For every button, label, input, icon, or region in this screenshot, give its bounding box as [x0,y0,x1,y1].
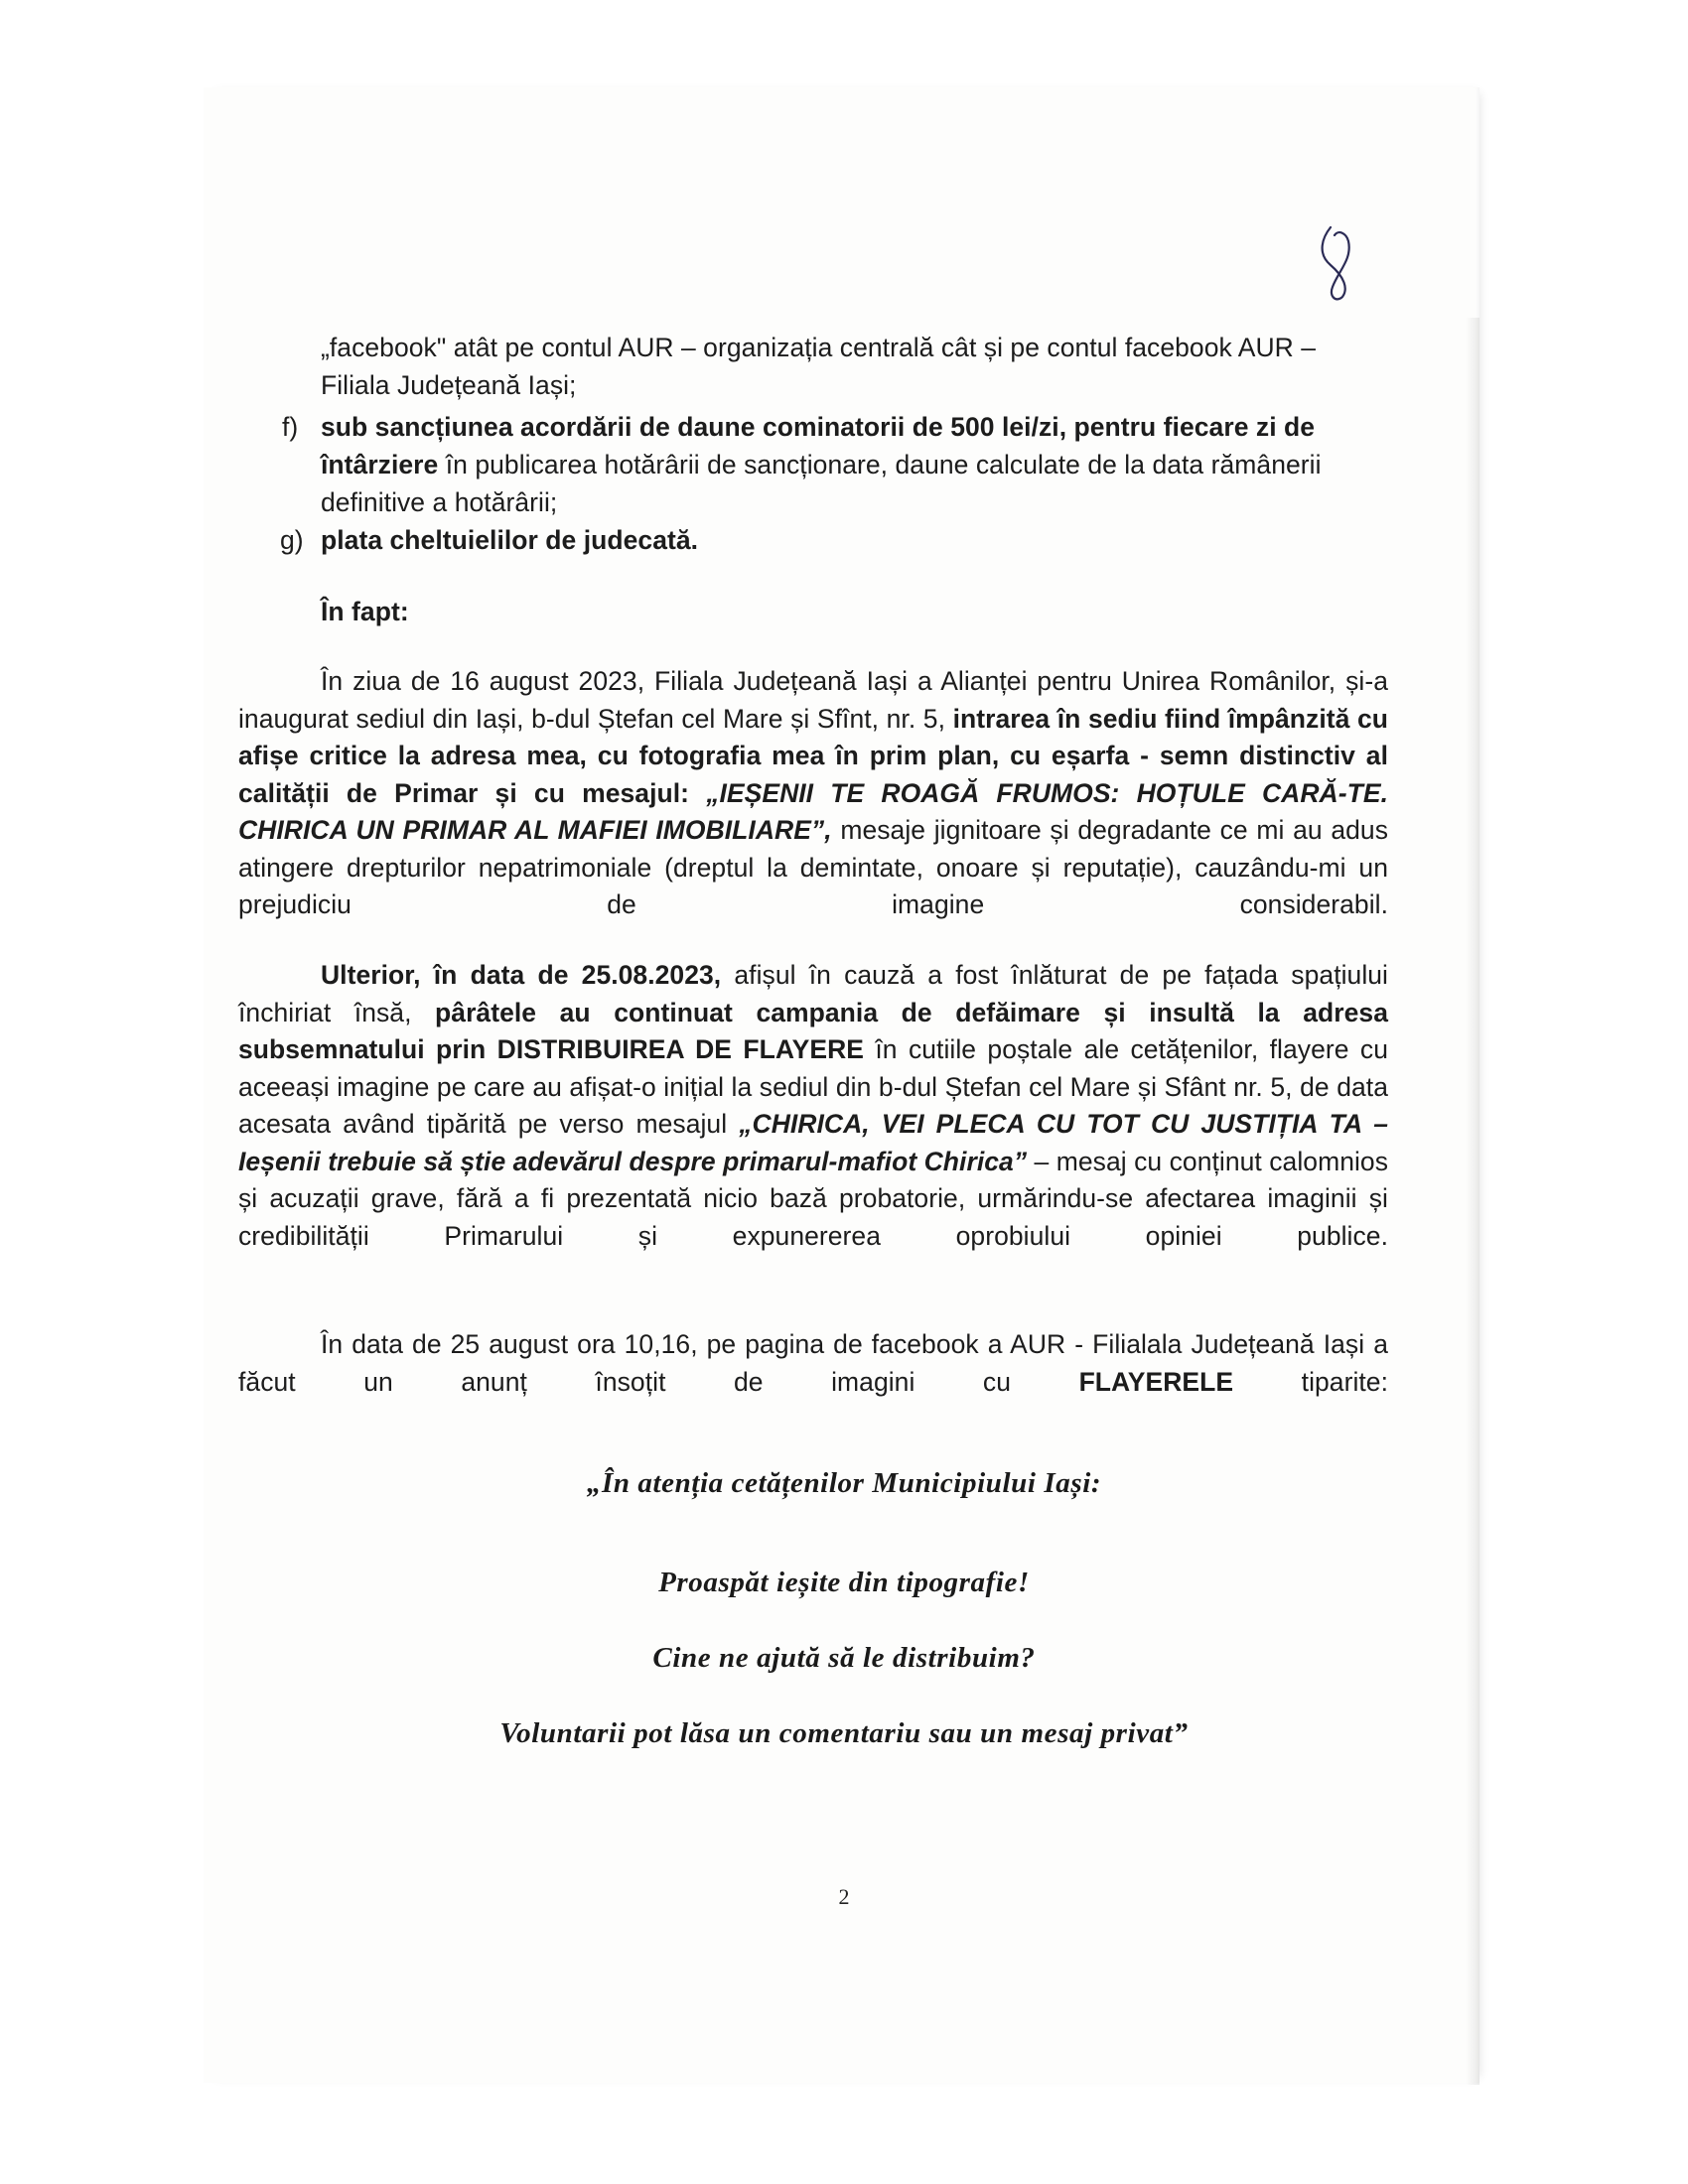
paragraph-3 [238,1326,1388,1438]
p2-text-b: afișul în cauză a fost înlăturat de pe fațada spațiului închiriat însă, [238,960,1388,1027]
p2-text-d: în cutiile poștale ale cetățenilor, [863,1034,1259,1064]
p1-text-a: În ziua de 16 august 2023, Filiala Județeană Iași a Alianței pentru Unirea Românilor, și-a inaugurat sediul din Iași, b-dul Ștefan cel Mare și Sfînt, nr. 5, [238,666,1388,734]
list-label-g: g) [280,525,304,555]
item-f-line-1 [321,409,1315,447]
p2-text-a: Ulterior, în data de 25.08.2023, [321,960,722,990]
continuation-line-2 [321,367,576,405]
p2-text-g: – mesaj cu conținut calomnios și acuzații grave, fără a fi prezentată nicio bază probatorie, urmărindu-se afectarea imaginii și credibilității Primarului și expunererea oprobiului opiniei publice. [238,1146,1389,1251]
page-edge-shadow [1466,318,1479,2085]
quote-line-3: Cine ne ajută să le distribuim? [652,1642,1036,1674]
quote-line-2: Proaspăt ieșite din tipografie! [658,1567,1030,1598]
handwritten-page-mark [1309,223,1368,303]
p2-quote: „CHIRICA, VEI PLECA CU TOT CU JUSTIȚIA TA – Ieșenii trebuie să știe adevărul despre primarul-mafiot Chirica” [238,1109,1388,1176]
paragraph-1 [238,663,1388,961]
continuation-text-1: „facebook" atât pe contul AUR – organizația centrală cât și pe contul facebook AUR – [321,333,1317,362]
quote-line-1: „În atenția cetățenilor Municipiului Iași: [586,1467,1102,1499]
p3-text-a: În data de 25 august ora 10,16, pe pagina de facebook a AUR - Filialala Județeană Iași a făcut un anunț însoțit de imagini cu [238,1329,1388,1397]
p3-text-c: tiparite: [1233,1366,1389,1397]
item-f-line-2 [321,447,1322,484]
item-f-text-3: definitive a hotărârii; [321,487,558,517]
continuation-line-1 [321,330,1316,367]
p1-quote: „IEȘENII TE ROAGĂ FRUMOS: HOȚULE CARĂ-TE. CHIRICA UN PRIMAR AL MAFIEI IMOBILIARE”, [238,777,1388,845]
heading-in-fapt: În fapt: [321,597,409,626]
quote-line-4: Voluntarii pot lăsa un comentariu sau un mesaj privat” [499,1717,1189,1749]
item-g-text: plata cheltuielilor de judecată. [321,525,699,555]
item-f-text-2: în publicarea hotărârii de sancționare, daune calculate de la data rămânerii [438,450,1322,479]
item-f-text-2-bold: întârziere [321,450,439,479]
item-g-line [321,522,698,560]
page-number: 2 [838,1884,850,1909]
p2-text-c: pârâtele au continuat campania de defăimare și insultă la adresa subsemnatului prin DISTRIBUIREA DE FLAYERE [238,997,1388,1064]
item-f-text-1: sub sancțiunea acordării de daune cominatorii de 500 lei/zi, pentru fiecare zi de [321,412,1316,442]
p1-text-d: mesaje jignitoare și degradante ce mi au adus atingere drepturilor nepatrimoniale (dreptul la demintate, onoare și reputație), cauzându-mi un prejudiciu de imagine considerabil. [238,815,1388,919]
continuation-text-2: Filiala Județeană Iași; [321,370,577,400]
p3-text-b: FLAYERELE [1078,1366,1234,1397]
item-f-line-3 [321,484,557,522]
paragraph-2 [238,957,1388,1293]
p1-text-b: intrarea în sediu fiind împânzită cu afișe critice la adresa mea, cu fotografia mea în prim plan, cu eșarfa - semn distinctiv al calității de Primar și cu mesajul: [238,703,1389,808]
section-heading [321,594,409,631]
p2-text-e: flayere cu aceeași imagine pe care au afișat-o inițial la sediul din b-dul Ștefan cel Mare și Sfânt nr. 5, de data acesata având tipărită pe verso mesajul [238,1034,1388,1139]
list-label-f: f) [282,412,299,442]
